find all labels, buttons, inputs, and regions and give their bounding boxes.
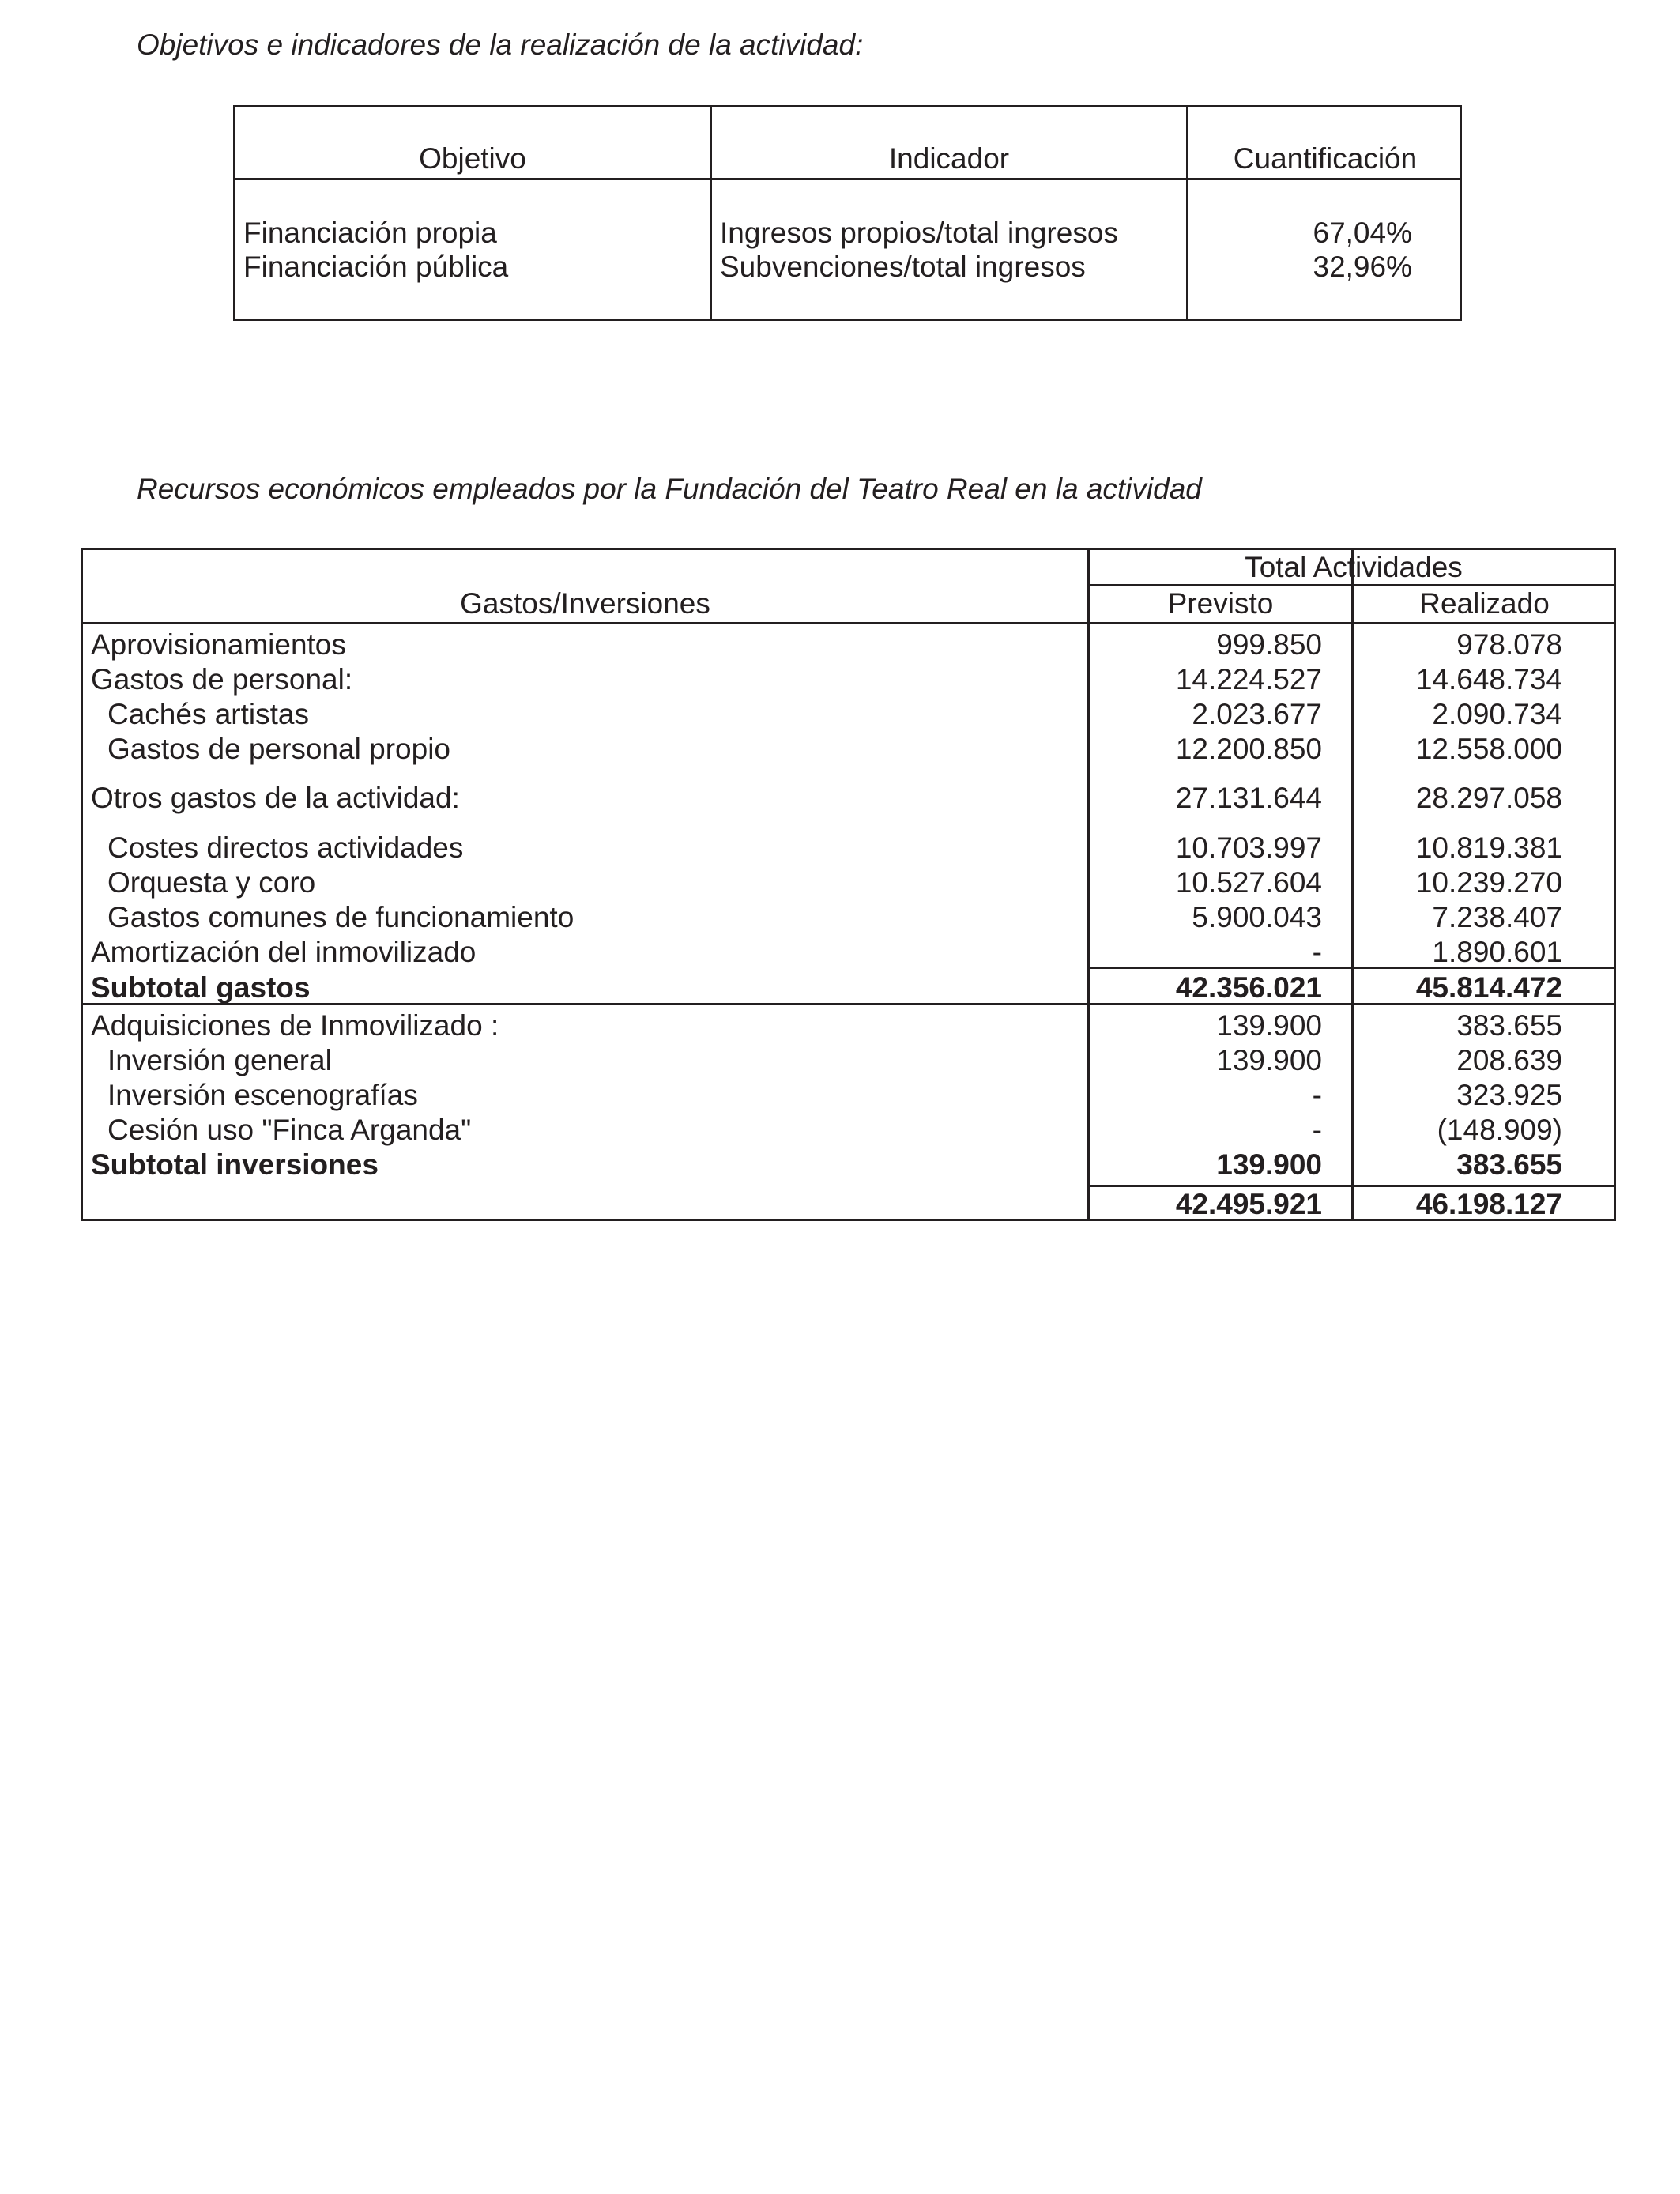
realizado-value: 978.078 bbox=[1456, 628, 1562, 661]
realizado-value: 383.655 bbox=[1456, 1148, 1562, 1181]
header-objetivo: Objetivo bbox=[419, 142, 526, 175]
previsto-value: 139.900 bbox=[1216, 1044, 1322, 1076]
row-label: Adquisiciones de Inmovilizado : bbox=[91, 1009, 499, 1042]
realizado-value: 383.655 bbox=[1456, 1009, 1562, 1042]
realizado-value: 28.297.058 bbox=[1415, 782, 1562, 814]
row-label: Aprovisionamientos bbox=[91, 628, 346, 661]
realizado-value: 12.558.000 bbox=[1415, 733, 1562, 765]
previsto-value: - bbox=[1312, 936, 1322, 968]
header-previsto: Previsto bbox=[1167, 587, 1274, 620]
column-divider bbox=[1351, 550, 1354, 1219]
row-label: Orquesta y coro bbox=[107, 866, 316, 899]
indicador-cell: Ingresos propios/total ingresos bbox=[720, 217, 1118, 249]
previsto-value: 5.900.043 bbox=[1192, 901, 1322, 933]
previsto-value: - bbox=[1312, 1079, 1322, 1111]
row-label: Subtotal inversiones bbox=[91, 1148, 379, 1181]
previsto-value: 139.900 bbox=[1216, 1148, 1322, 1181]
resources-heading: Recursos económicos empleados por la Fundación del Teatro Real en la actividad bbox=[137, 473, 1202, 505]
row-label: Inversión general bbox=[107, 1044, 332, 1076]
realizado-value: 208.639 bbox=[1456, 1044, 1562, 1076]
previsto-value: 12.200.850 bbox=[1175, 733, 1322, 765]
resources-table bbox=[81, 548, 1616, 1221]
realizado-value: 323.925 bbox=[1456, 1079, 1562, 1111]
row-label: Otros gastos de la actividad: bbox=[91, 782, 460, 814]
realizado-value: 45.814.472 bbox=[1415, 971, 1562, 1004]
realizado-value: 2.090.734 bbox=[1432, 698, 1562, 730]
previsto-value: 14.224.527 bbox=[1175, 663, 1322, 696]
row-label: Gastos de personal: bbox=[91, 663, 353, 696]
row-label: Inversión escenografías bbox=[107, 1079, 418, 1111]
row-label: Cesión uso "Finca Arganda" bbox=[107, 1114, 472, 1146]
previsto-value: 10.527.604 bbox=[1175, 866, 1322, 899]
realizado-value: 1.890.601 bbox=[1432, 936, 1562, 968]
row-label: Gastos de personal propio bbox=[107, 733, 450, 765]
previsto-value: 2.023.677 bbox=[1192, 698, 1322, 730]
realizado-value: 46.198.127 bbox=[1415, 1188, 1562, 1220]
previsto-value: 27.131.644 bbox=[1175, 782, 1322, 814]
subtotal-divider bbox=[83, 1003, 1614, 1005]
header-gastos-inversiones: Gastos/Inversiones bbox=[460, 587, 710, 620]
column-divider bbox=[1087, 550, 1090, 1219]
previsto-value: 42.356.021 bbox=[1175, 971, 1322, 1004]
header-realizado: Realizado bbox=[1419, 587, 1550, 620]
cuantificacion-cell: 67,04% bbox=[1313, 217, 1412, 249]
realizado-value: 14.648.734 bbox=[1415, 663, 1562, 696]
realizado-value: 7.238.407 bbox=[1432, 901, 1562, 933]
realizado-value: 10.239.270 bbox=[1415, 866, 1562, 899]
column-divider bbox=[710, 107, 712, 319]
objetivo-cell: Financiación pública bbox=[243, 251, 509, 283]
previsto-value: - bbox=[1312, 1114, 1322, 1146]
header-cuantificacion: Cuantificación bbox=[1233, 142, 1418, 175]
row-label: Subtotal gastos bbox=[91, 971, 311, 1004]
header-total-actividades: Total Actividades bbox=[1245, 551, 1463, 583]
previsto-value: 139.900 bbox=[1216, 1009, 1322, 1042]
row-label: Amortización del inmovilizado bbox=[91, 936, 477, 968]
previsto-value: 999.850 bbox=[1216, 628, 1322, 661]
previsto-value: 10.703.997 bbox=[1175, 831, 1322, 864]
indicador-cell: Subvenciones/total ingresos bbox=[720, 251, 1086, 283]
objectives-table bbox=[233, 105, 1462, 321]
header-indicador: Indicador bbox=[888, 142, 1010, 175]
header-divider bbox=[83, 622, 1614, 624]
row-label: Cachés artistas bbox=[107, 698, 309, 730]
realizado-value: (148.909) bbox=[1437, 1114, 1562, 1146]
realizado-value: 10.819.381 bbox=[1415, 831, 1562, 864]
objetivo-cell: Financiación propia bbox=[243, 217, 497, 249]
previsto-value: 42.495.921 bbox=[1175, 1188, 1322, 1220]
header-divider bbox=[235, 178, 1460, 180]
row-label: Gastos comunes de funcionamiento bbox=[107, 901, 574, 933]
objectives-heading: Objetivos e indicadores de la realización de la actividad: bbox=[137, 28, 864, 61]
cuantificacion-cell: 32,96% bbox=[1313, 251, 1412, 283]
column-divider bbox=[1186, 107, 1188, 319]
row-label: Costes directos actividades bbox=[107, 831, 464, 864]
